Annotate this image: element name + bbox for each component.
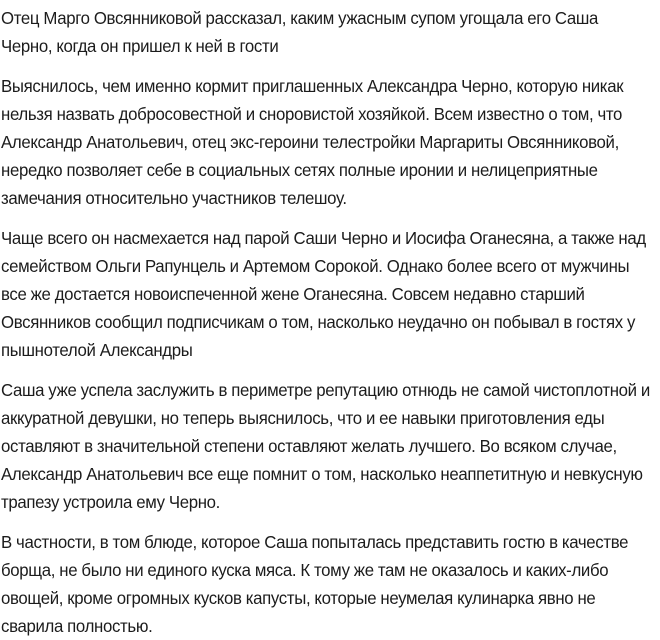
article-paragraph-lead: Отец Марго Овсянниковой рассказал, каким ужасным супом угощала его Саша Черно, когда он пришел к ней в гости (1, 8, 599, 56)
article-paragraph-5: В частности, в том блюде, которое Саша попыталась представить гостю в качестве борща, не было ни единого куска мяса. К тому же там не оказалось и каких-либо овощей, кроме огромных кусков капусты, которые неумелая кулинарка явно не сварила полностью. (1, 532, 629, 636)
article-paragraph-2: Выяснилось, чем именно кормит приглашенных Александра Черно, которую никак нельзя назвать добросовестной и сноровистой хозяйкой. Всем известно о том, что Александр Анатольевич, отец экс-героини телестройки Маргариты Овсянниковой, нередко позволяет себе в социальных сетях полные иронии и нелицеприятные замечания относительно участников телешоу. (1, 76, 624, 208)
article-paragraph-3: Чаще всего он насмехается над парой Саши Черно и Иосифа Оганесяна, а также над семейством Ольги Рапунцель и Артемом Сорокой. Однако более всего от мужчины все же достается новоиспеченной жене Оганесяна. Совсем недавно старший Овсянников сообщил подписчикам о том, насколько неудачно он побывал в гостях у пышнотелой Александры (1, 228, 646, 360)
article-paragraph-4: Саша уже успела заслужить в периметре репутацию отнюдь не самой чистоплотной и аккуратной девушки, но теперь выяснилось, что и ее навыки приготовления еды оставляют в значительной степени оставляют желать лучшего. Во всяком случае, Александр Анатольевич все еще помнит о том, насколько неаппетитную и невкусную трапезу устроила ему Черно. (1, 380, 650, 512)
